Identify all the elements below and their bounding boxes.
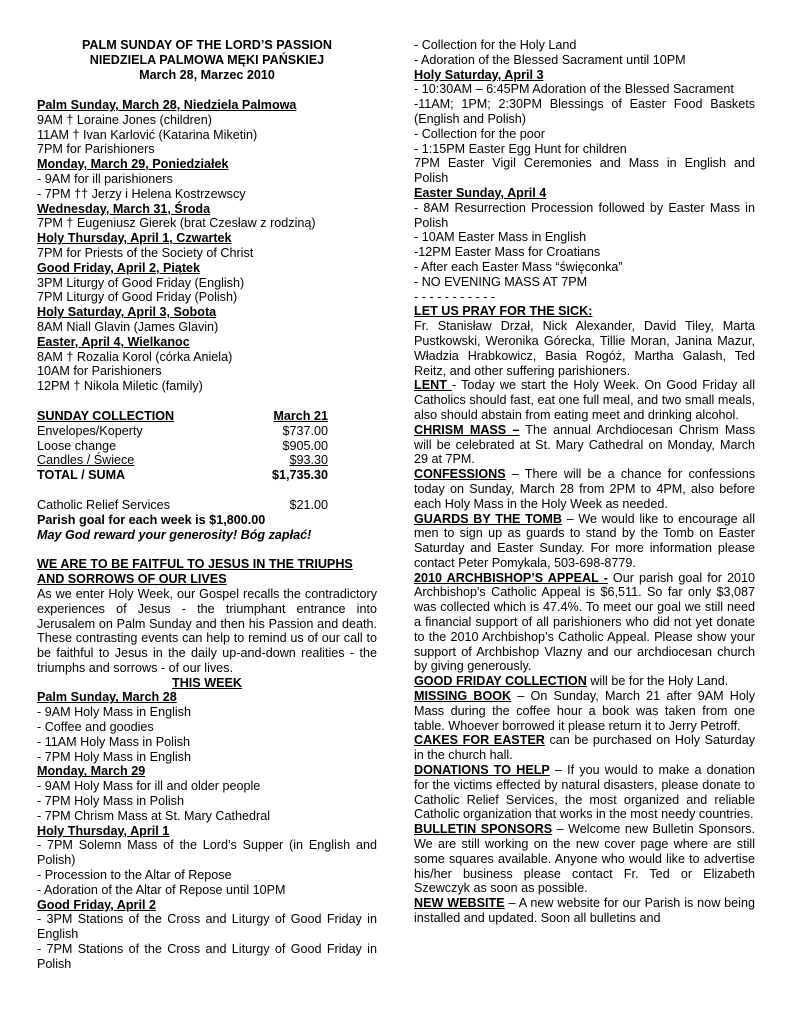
announcement-text: – Welcome new Bulletin Sponsors. We are still working on the new cover page where are still some squares available. Anyone who would like to advertise his/her business please contact Fr. Ted or Elizabeth Szewczyk as soon as possible. — [414, 822, 755, 896]
bulletin-title — [37, 38, 377, 83]
list-item: 11AM † Ivan Karlović (Katarina Miketin) — [37, 127, 258, 142]
section-heading: Easter, April 4, Wielkanoc — [37, 334, 190, 349]
collection-row-label: Loose change — [37, 438, 117, 453]
list-item: - 7PM Holy Mass in Polish — [37, 794, 184, 809]
sunday-collection — [37, 409, 377, 542]
list-item: - 9AM Holy Mass for ill and older people — [37, 779, 261, 794]
list-item: - 10:30AM – 6:45PM Adoration of the Blessed Sacrament — [414, 82, 734, 97]
section-heading: Holy Thursday, April 1 — [37, 823, 170, 838]
collection-total-value: $1,735.30 — [271, 468, 328, 483]
collection-header-date: March 21 — [273, 408, 328, 423]
announcement-title: MISSING BOOK — [414, 689, 512, 704]
list-item: - - - - - - - - - - - — [414, 289, 496, 304]
announcement-text: – There will be a chance for confessions today on Sunday, March 28 from 2PM to 4PM, also before each Holy Mass in the Holy Week as needed. — [414, 467, 755, 511]
list-item: - 9AM Holy Mass in English — [37, 705, 191, 720]
announcement — [414, 512, 755, 571]
announcement-title: BULLETIN SPONSORS — [414, 822, 553, 837]
section-heading: Good Friday, April 2, Piątek — [37, 260, 201, 275]
announcement-text: – We would like to encourage all men to sign up as guards to stand by the Tomb on Easter Saturday and Easter Sunday. For more information please contact Peter Pomykala, 503-698-8779. — [414, 511, 755, 570]
this-week-schedule — [37, 690, 377, 971]
section-heading: Monday, March 29, Poniedziałek — [37, 157, 229, 172]
collection-row-value: $737.00 — [282, 423, 328, 438]
announcement — [414, 822, 755, 896]
crs-label: Catholic Relief Services — [37, 497, 170, 512]
announcement-title: NEW WEBSITE — [414, 896, 505, 911]
announcement-text: – A new website for our Parish is now being installed and updated. Soon all bulletins and — [414, 896, 755, 926]
faithful-body: As we enter Holy Week, our Gospel recalls the contradictory experiences of Jesus - the triumphant entrance into Jerusalem on Palm Sunday and then his Passion and death. These contrasting events can help to remind us of our call to be faithful to Jesus in the daily up-and-down realities - the triumphs and sorrows - of our lives. — [37, 586, 377, 675]
list-item: 3PM Liturgy of Good Friday (English) — [37, 275, 245, 290]
list-item: - After each Easter Mass “święconka” — [414, 259, 623, 274]
announcement-title: CHRISM MASS – — [414, 422, 520, 437]
announcement — [414, 378, 755, 422]
list-item: - Adoration of the Blessed Sacrament until 10PM — [414, 52, 686, 67]
right-column — [414, 38, 755, 926]
collection-row-label: Candles / Świece — [37, 453, 135, 468]
announcement-title: LENT — [414, 378, 453, 393]
announcement — [414, 674, 755, 689]
announcement-text: can be purchased on Holy Saturday in the church hall. — [414, 733, 756, 763]
this-week-heading: THIS WEEK — [172, 675, 242, 690]
title-line-english: PALM SUNDAY OF THE LORD’S PASSION — [81, 38, 333, 52]
list-item: 8AM Niall Glavin (James Glavin) — [37, 319, 219, 334]
list-item: -12PM Easter Mass for Croatians — [414, 245, 601, 260]
list-item: 8AM † Rozalia Korol (córka Aniela) — [37, 349, 233, 364]
section-heading: Good Friday, April 2 — [37, 897, 156, 912]
section-heading: Holy Thursday, April 1, Czwartek — [37, 231, 232, 246]
section-heading: Easter Sunday, April 4 — [414, 185, 547, 200]
list-item: - NO EVENING MASS AT 7PM — [414, 274, 588, 289]
list-item: 7PM for Parishioners — [37, 142, 155, 157]
list-item: - Collection for the Holy Land — [414, 38, 577, 52]
announcement-text: Our parish goal for 2010 Archbishop's Catholic Appeal is $6,511. So far only $3,087 was collected which is 47.4%. To meet our goal we still need a financial support of all parishioners who did not yet donate to the 2010 Archbishop’s Catholic Appeal. Please show your support of Archbishop Vlazny and our archdiocesan church by giving generously. — [414, 570, 755, 674]
list-item: 9AM † Loraine Jones (children) — [37, 112, 213, 127]
list-item: 7PM for Priests of the Society of Christ — [37, 245, 254, 260]
paragraph: - 8AM Resurrection Procession followed by Easter Mass in Polish — [414, 200, 755, 230]
crs-value: $21.00 — [289, 497, 328, 512]
title-line-polish: NIEDZIELA PALMOWA MĘKI PAŃSKIEJ — [89, 53, 325, 67]
parish-goal: Parish goal for each week is $1,800.00 — [37, 512, 266, 527]
list-item: 12PM † Nikola Miletic (family) — [37, 379, 203, 394]
collection-header-label: SUNDAY COLLECTION — [37, 408, 175, 423]
list-item: - Coffee and goodies — [37, 720, 154, 735]
collection-row-value: $93.30 — [289, 453, 328, 468]
announcement — [414, 733, 755, 763]
collection-total-label: TOTAL / SUMA — [37, 468, 126, 483]
announcement-title: DONATIONS TO HELP — [414, 763, 550, 778]
list-item: - 9AM for ill parishioners — [37, 171, 173, 186]
section-heading: Holy Saturday, April 3 — [414, 67, 544, 82]
announcement — [414, 467, 755, 511]
announcement-title: CONFESSIONS — [414, 467, 506, 482]
paragraph: -11AM; 1PM; 2:30PM Blessings of Easter Food Baskets (English and Polish) — [414, 97, 755, 126]
faithful-heading: AND SORROWS OF OUR LIVES — [37, 572, 227, 587]
announcement-title: GUARDS BY THE TOMB — [414, 511, 562, 526]
section-heading: Wednesday, March 31, Środa — [37, 201, 211, 216]
announcement-title: 2010 ARCHBISHOP’S APPEAL - — [414, 570, 608, 585]
faithful-heading: WE ARE TO BE FAITFUL TO JESUS IN THE TRIUPHS — [37, 557, 353, 572]
section-heading: Palm Sunday, March 28, Niedziela Palmowa — [37, 98, 297, 112]
list-item: 7PM Liturgy of Good Friday (Polish) — [37, 290, 238, 305]
paragraph: - 7PM Stations of the Cross and Liturgy of Good Friday in Polish — [37, 942, 377, 971]
faithful-section — [37, 557, 377, 971]
list-item: - 11AM Holy Mass in Polish — [37, 734, 191, 749]
list-item: - 10AM Easter Mass in English — [414, 230, 587, 245]
title-date: March 28, Marzec 2010 — [139, 68, 275, 82]
paragraph: 7PM Easter Vigil Ceremonies and Mass in English and Polish — [414, 156, 755, 186]
announcement-title: GOOD FRIDAY COLLECTION — [414, 674, 587, 689]
section-heading: Holy Saturday, April 3, Sobota — [37, 305, 217, 320]
collection-row-value: $905.00 — [282, 438, 328, 453]
announcement — [414, 689, 755, 733]
section-heading: Monday, March 29 — [37, 764, 146, 779]
reward-line: May God reward your generosity! Bóg zapłać! — [37, 527, 312, 542]
announcement-text: will be for the Holy Land. — [586, 674, 729, 689]
list-item: 10AM for Parishioners — [37, 364, 162, 379]
mass-intentions — [37, 98, 377, 394]
list-item: - 1:15PM Easter Egg Hunt for children — [414, 141, 627, 156]
announcement — [414, 571, 755, 675]
list-item: - 7PM Chrism Mass at St. Mary Cathedral — [37, 808, 271, 823]
collection-row-label: Envelopes/Koperty — [37, 423, 143, 438]
list-item: - 7PM †† Jerzy i Helena Kostrzewscy — [37, 186, 246, 201]
list-item: - Collection for the poor — [414, 126, 545, 141]
left-column — [37, 38, 377, 972]
paragraph: - 3PM Stations of the Cross and Liturgy of Good Friday in English — [37, 912, 377, 942]
announcement — [414, 896, 755, 926]
announcement — [414, 763, 755, 822]
paragraph: Fr. Stanisław Drzał, Nick Alexander, David Tiley, Marta Pustkowski, Weronika Górecka, Tillie Moran, Janina Mazur, Władzia Hrabkowicz, Basia Rogóż, Martha Galash, Ted Reitz, and other suffering parishioners. — [414, 319, 755, 378]
list-item: - Procession to the Altar of Repose — [37, 868, 232, 883]
list-item: 7PM † Eugeniusz Gierek (brat Czesław z rodziną) — [37, 216, 316, 231]
announcement-text: – On Sunday, March 21 after 9AM Holy Mass during the coffee hour a book was taken from one table. Whoever borrowed it please return it to Jerry Petroff. — [414, 689, 756, 733]
section-heading: LET US PRAY FOR THE SICK: — [414, 304, 593, 319]
announcement-text: - Today we start the Holy Week. On Good Friday all Catholics should fast, eat one full meal, and two small meals, also should abstain from eating meet and drinking alcohol. — [414, 378, 755, 422]
section-heading: Palm Sunday, March 28 — [37, 690, 177, 705]
list-item: - 7PM Holy Mass in English — [37, 749, 191, 764]
announcement-text: – If you would to make a donation for the victims effected by natural disasters, please donate to Catholic Relief Services, the most organized and reliable Catholic organization that works in the most needy countries. — [414, 763, 755, 822]
paragraph: - 7PM Solemn Mass of the Lord’s Supper (in English and Polish) — [37, 838, 377, 868]
announcement-text: The annual Archdiocesan Chrism Mass will be celebrated at St. Mary Cathedral on Monday, March 29 at 7PM. — [414, 422, 755, 467]
announcement-title: CAKES FOR EASTER — [414, 733, 545, 748]
announcement — [414, 423, 755, 467]
list-item: - Adoration of the Altar of Repose until 10PM — [37, 882, 286, 897]
